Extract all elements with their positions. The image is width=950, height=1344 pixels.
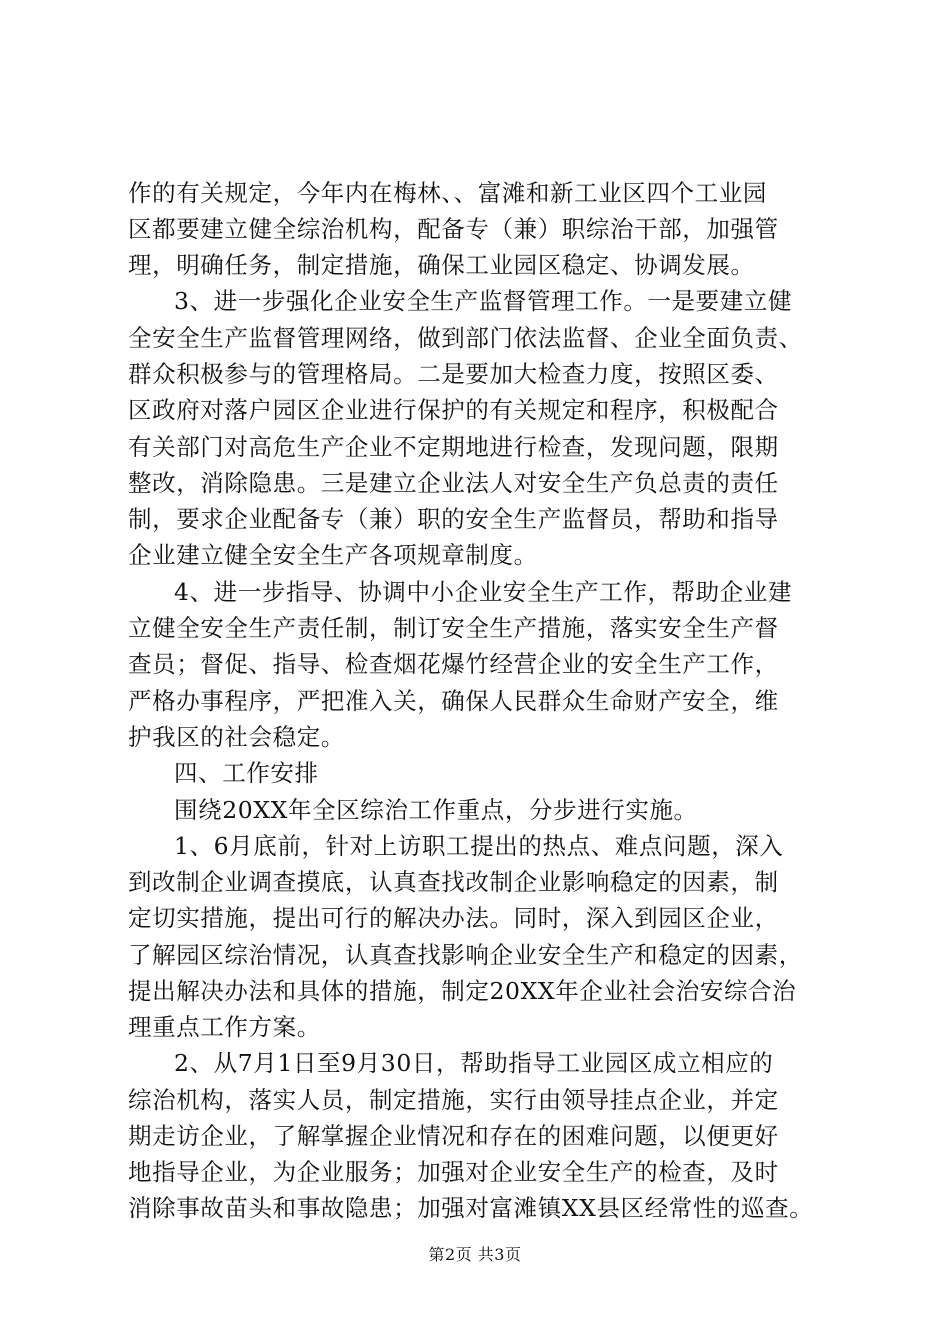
body-line: 定切实措施，提出可行的解决办法。同时，深入到园区企业，: [128, 904, 779, 932]
body-line: 制，要求企业配备专（兼）职的安全生产监督员，帮助和指导: [128, 505, 779, 533]
body-line: 区政府对落户园区企业进行保护的有关规定和程序，积极配合: [128, 396, 779, 424]
body-line: 理，明确任务，制定措施，确保工业园区稳定、协调发展。: [128, 251, 755, 279]
section-heading: 四、工作安排: [174, 759, 319, 787]
body-line: 3、进一步强化企业安全生产监督管理工作。一是要建立健: [174, 287, 793, 315]
body-line: 作的有关规定，今年内在梅林、、富滩和新工业区四个工业园: [128, 179, 767, 207]
body-line: 区都要建立健全综治机构，配备专（兼）职综治干部，加强管: [128, 215, 779, 243]
body-line: 综治机构，落实人员，制定措施，实行由领导挂点企业，并定: [128, 1086, 779, 1114]
body-line: 有关部门对高危生产企业不定期地进行检查，发现问题，限期: [128, 433, 779, 461]
body-line: 全安全生产监督管理网络，做到部门依法监督、企业全面负责、: [128, 324, 803, 352]
body-line: 提出解决办法和具体的措施，制定20XX年企业社会治安综合治: [128, 977, 797, 1005]
body-line: 理重点工作方案。: [128, 1013, 321, 1041]
body-line: 群众积极参与的管理格局。二是要加大检查力度，按照区委、: [128, 360, 779, 388]
body-line: 整改，消除隐患。三是建立企业法人对安全生产负总责的责任: [128, 469, 779, 497]
body-line: 1、6月底前，针对上访职工提出的热点、难点问题，深入: [174, 832, 784, 860]
body-line: 到改制企业调查摸底，认真查找改制企业影响稳定的因素，制: [128, 868, 779, 896]
body-line: 严格办事程序，严把准入关，确保人民群众生命财产安全，维: [128, 687, 779, 715]
body-line: 企业建立健全安全生产各项规章制度。: [128, 541, 538, 569]
body-line: 期走访企业，了解掌握企业情况和存在的困难问题，以便更好: [128, 1122, 779, 1150]
body-line: 地指导企业，为企业服务；加强对企业安全生产的检查，及时: [128, 1158, 779, 1186]
body-line: 2、从7月1日至9月30日，帮助指导工业园区成立相应的: [174, 1049, 774, 1077]
body-line: 护我区的社会稳定。: [128, 723, 345, 751]
body-line: 立健全安全生产责任制，制订安全生产措施，落实安全生产督: [128, 614, 779, 642]
body-line: 了解园区综治情况，认真查找影响企业安全生产和稳定的因素，: [128, 941, 803, 969]
body-line: 4、进一步指导、协调中小企业安全生产工作，帮助企业建: [174, 578, 793, 606]
body-line: 围绕20XX年全区综治工作重点，分步进行实施。: [174, 796, 698, 824]
body-line: 消除事故苗头和事故隐患；加强对富滩镇XX县区经常性的巡查。: [128, 1194, 814, 1222]
body-line: 查员；督促、指导、检查烟花爆竹经营企业的安全生产工作，: [128, 650, 779, 678]
page-footer: 第2页 共3页: [428, 1245, 522, 1264]
